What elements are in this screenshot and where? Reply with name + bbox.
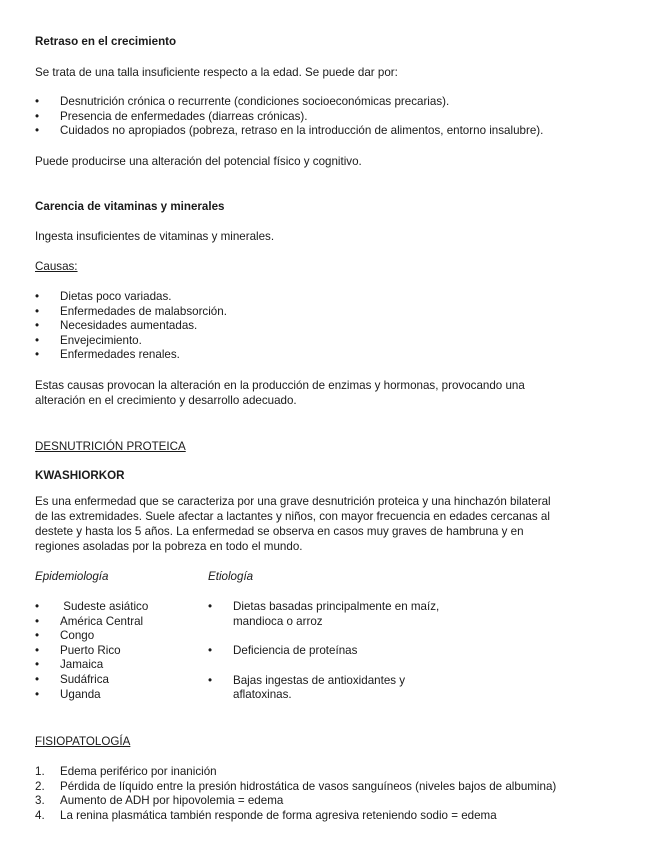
- list-item: • Congo: [35, 629, 200, 644]
- section-title-growth-delay: Retraso en el crecimiento: [35, 35, 177, 48]
- list-item: • Uganda: [35, 688, 200, 703]
- vitamins-intro: Ingesta insuficientes de vitaminas y minerales.: [35, 230, 275, 243]
- list-item: [35, 794, 556, 809]
- list-item: • Enfermedades de malabsorción.: [35, 305, 227, 320]
- vitamins-outro-line1: Estas causas provocan la alteración en la producción de enzimas y hormonas, provocando una: [35, 379, 525, 392]
- etiology-list: [208, 600, 508, 703]
- vitamins-outro-line2: alteración en el crecimiento y desarrollo adecuado.: [35, 394, 297, 407]
- growth-delay-outro: Puede producirse una alteración del potencial físico y cognitivo.: [35, 155, 362, 168]
- list-number: 2.: [35, 779, 45, 793]
- list-item: • Dietas poco variadas.: [35, 290, 227, 305]
- list-text: Pérdida de líquido entre la presión hidrostática de vasos sanguíneos (niveles bajos de albumina): [60, 779, 557, 793]
- kwashiorkor-desc-4: regiones asoladas por la pobreza en todo el mundo.: [35, 540, 303, 553]
- causes-list: [35, 290, 227, 363]
- etiology-line: aflatoxinas.: [233, 688, 292, 702]
- kwashiorkor-desc-1: Es una enfermedad que se caracteriza por una grave desnutrición proteica y una hinchazón bilateral: [35, 495, 551, 508]
- protein-malnutrition-heading: DESNUTRICIÓN PROTEICA: [35, 440, 186, 453]
- list-item: • Sudáfrica: [35, 673, 200, 688]
- list-item: • Puerto Rico: [35, 644, 200, 659]
- epidemiology-list: [35, 600, 200, 702]
- section-title-vitamins: Carencia de vitaminas y minerales: [35, 200, 225, 213]
- list-item: [208, 674, 508, 703]
- list-text: Aumento de ADH por hipovolemia = edema: [60, 794, 284, 808]
- list-item: [208, 644, 508, 659]
- list-item: [35, 765, 556, 780]
- list-item: • Envejecimiento.: [35, 334, 227, 349]
- growth-delay-intro: Se trata de una talla insuficiente respecto a la edad. Se puede dar por:: [35, 66, 398, 79]
- list-item: • Jamaica: [35, 658, 200, 673]
- list-item: [208, 600, 508, 629]
- causes-label: Causas:: [35, 260, 78, 273]
- pathophysiology-list: [35, 765, 556, 823]
- list-item: • América Central: [35, 615, 200, 630]
- list-text: La renina plasmática también responde de forma agresiva reteniendo sodio = edema: [60, 808, 497, 822]
- list-number: 3.: [35, 794, 45, 808]
- list-number: 1.: [35, 765, 45, 778]
- list-item: • Necesidades aumentadas.: [35, 319, 227, 334]
- list-item: [35, 780, 556, 795]
- list-item: • Enfermedades renales.: [35, 348, 227, 363]
- kwashiorkor-desc-3: destete y hasta los 5 años. La enfermedad se observa en casos muy graves de hambruna y en: [35, 525, 524, 538]
- growth-delay-list: [35, 95, 543, 139]
- list-item: • Sudeste asiático: [35, 600, 200, 615]
- etiology-line: mandioca o arroz: [233, 614, 323, 628]
- etiology-label: Etiología: [208, 570, 254, 583]
- list-text: Edema periférico por inanición: [60, 765, 217, 778]
- etiology-line: • Dietas basadas principalmente en maíz,: [233, 600, 440, 613]
- kwashiorkor-desc-2: de las extremidades. Suele afectar a lactantes y niños, con mayor frecuencia en edades cercanas al: [35, 510, 550, 523]
- list-item: • Desnutrición crónica o recurrente (condiciones socioeconómicas precarias).: [35, 95, 543, 110]
- list-item: • Presencia de enfermedades (diarreas crónicas).: [35, 110, 543, 125]
- epidemiology-label: Epidemiología: [35, 570, 109, 583]
- kwashiorkor-heading: KWASHIORKOR: [35, 469, 125, 482]
- list-item: [35, 809, 556, 824]
- list-item: • Cuidados no apropiados (pobreza, retraso en la introducción de alimentos, entorno insalubre).: [35, 124, 543, 139]
- list-number: 4.: [35, 808, 45, 822]
- etiology-line: • Deficiencia de proteínas: [233, 644, 358, 658]
- pathophysiology-heading: FISIOPATOLOGÍA: [35, 735, 131, 748]
- etiology-line: • Bajas ingestas de antioxidantes y: [233, 673, 406, 687]
